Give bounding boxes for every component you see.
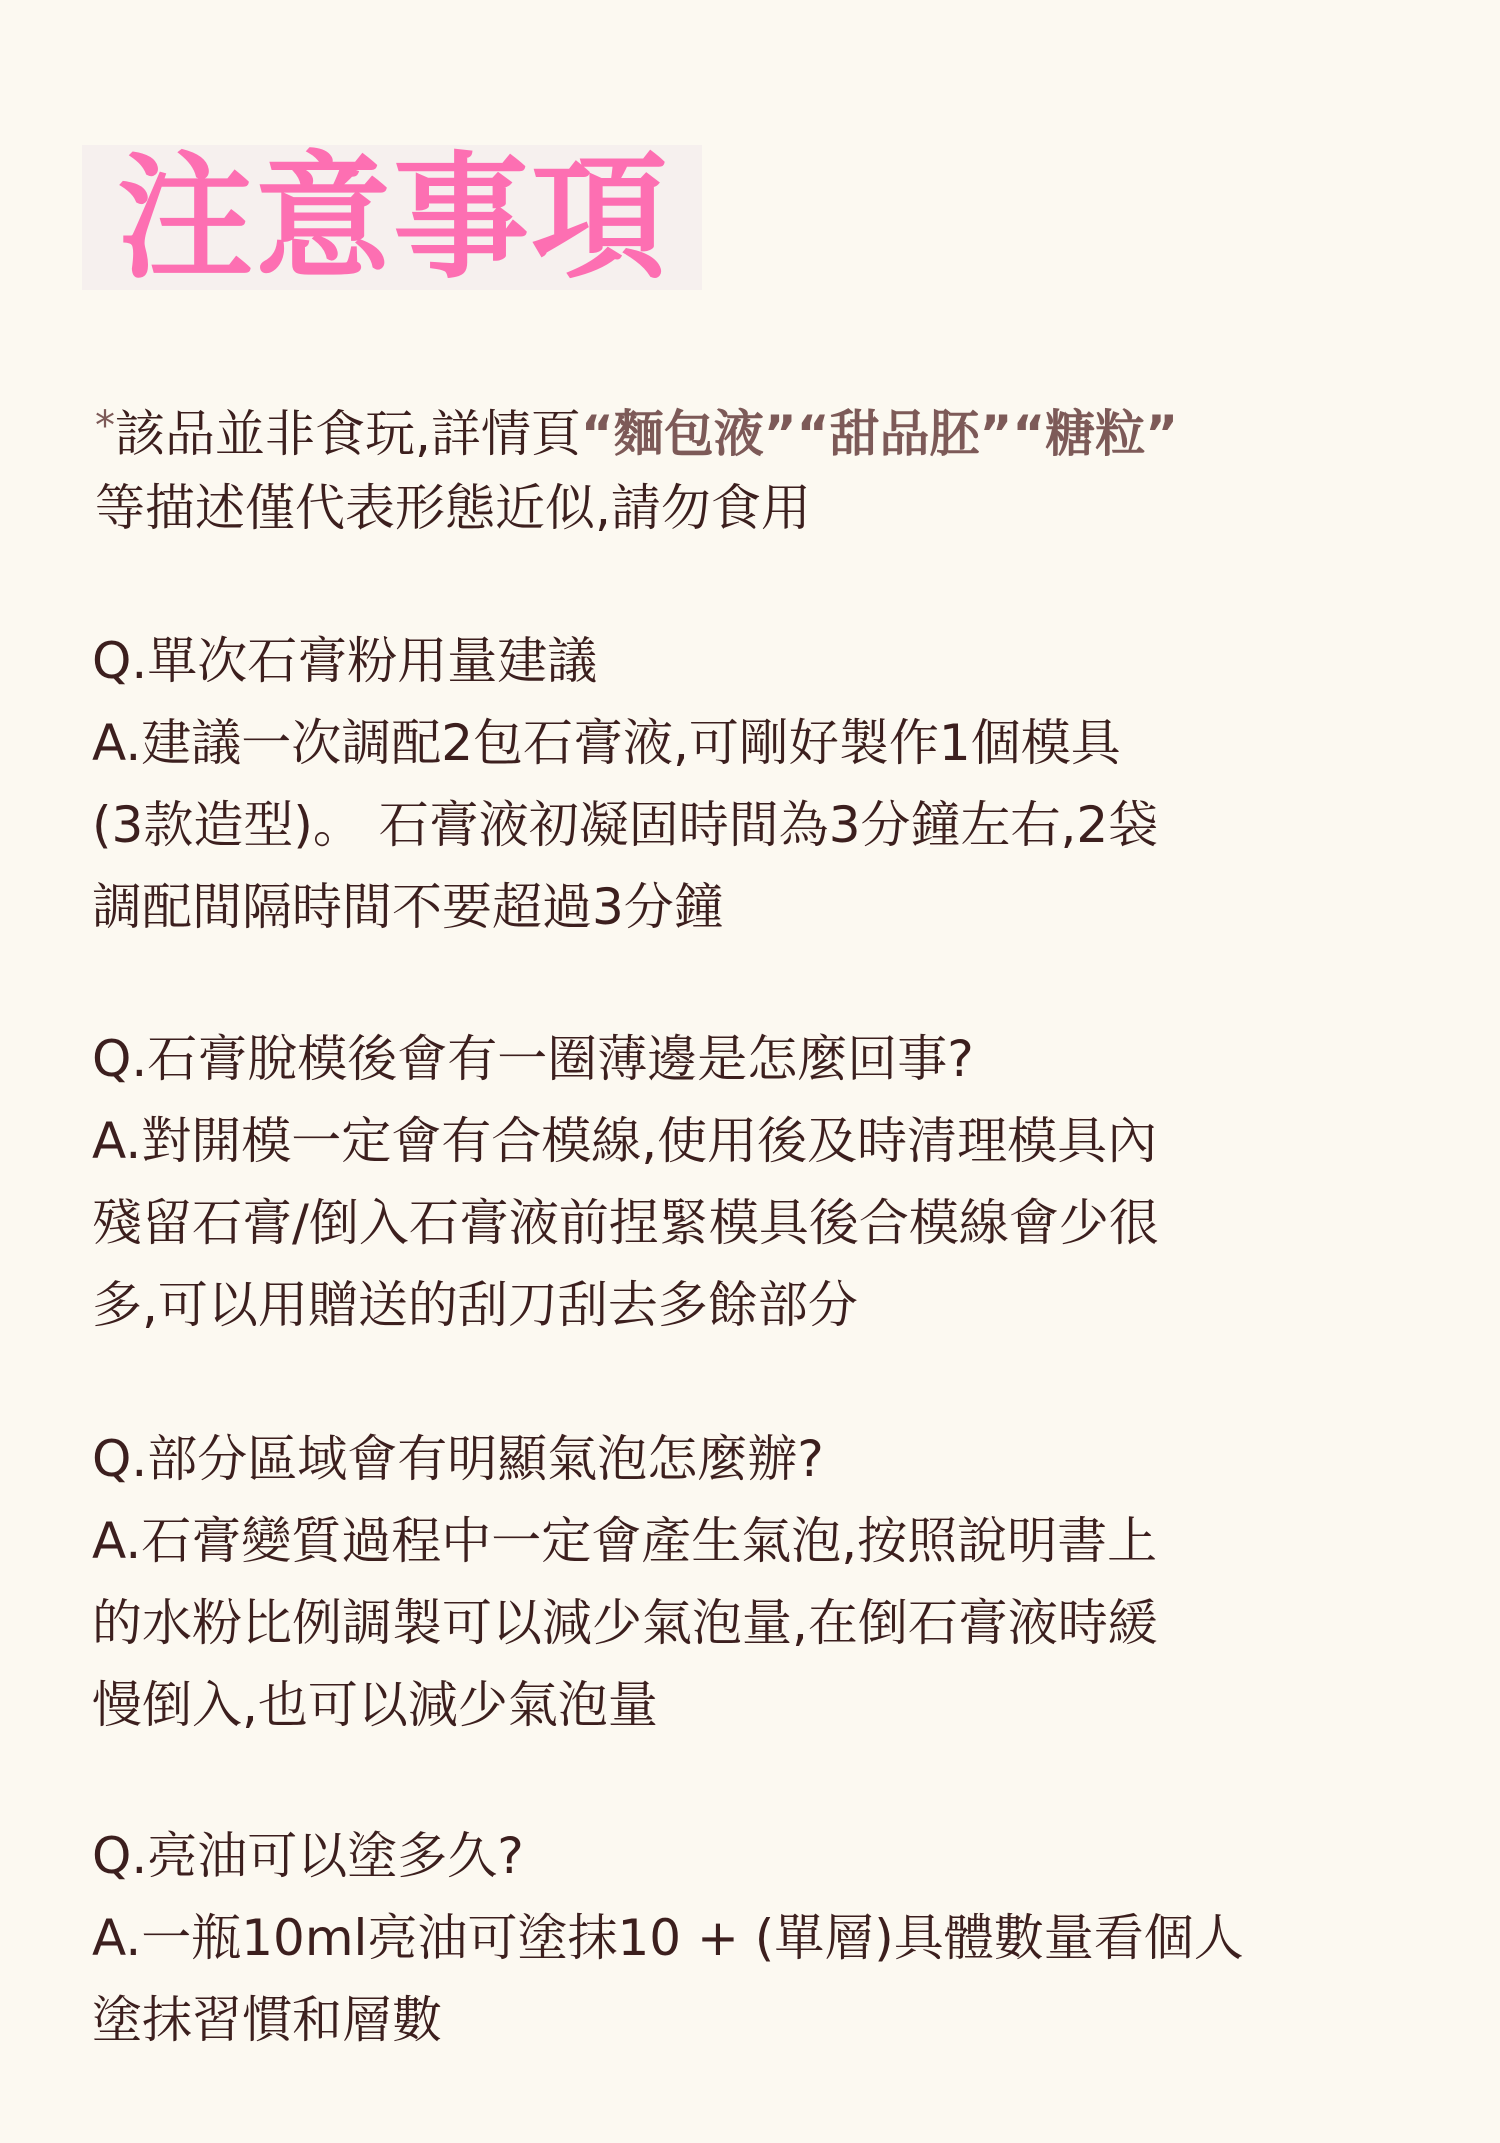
answer-line: 塗抹習慣和層數: [92, 1991, 442, 2049]
quoted-term-sugar-grains: “糖粒”: [1012, 405, 1179, 463]
answer-line: A.一瓶10ml亮油可塗抹10 + (單層)具體數量看個人: [92, 1909, 1244, 1967]
answer-line: 殘留石膏/倒入石膏液前捏緊模具後合模線會少很: [92, 1194, 1159, 1252]
qa-block-gloss-oil: [92, 1815, 1422, 2061]
question-line: Q.部分區域會有明顯氣泡怎麼辦?: [92, 1430, 824, 1488]
page-title: 注意事項: [117, 140, 669, 298]
notice-line-2: 等描述僅代表形態近似,請勿食用: [95, 479, 811, 537]
quoted-term-dessert-base: “甜品胚”: [796, 405, 1013, 463]
question-line: Q.單次石膏粉用量建議: [92, 632, 598, 690]
qa-block-bubbles: [92, 1418, 1422, 1746]
answer-line: 多,可以用贈送的刮刀刮去多餘部分: [92, 1276, 858, 1334]
answer-line: 慢倒入,也可以減少氣泡量: [92, 1676, 658, 1734]
asterisk-mark: *: [95, 403, 115, 449]
qa-block-thin-edge: [92, 1018, 1422, 1346]
notice-line-1: [95, 385, 1415, 467]
not-food-notice: [95, 385, 1415, 549]
quoted-term-bread-liquid: “麵包液”: [580, 405, 797, 463]
notice-text: 該品並非食玩,詳情頁: [115, 405, 581, 463]
qa-block-plaster-amount: [92, 620, 1422, 948]
title-banner: [82, 140, 702, 298]
question-line: Q.石膏脫模後會有一圈薄邊是怎麼回事?: [92, 1030, 974, 1088]
question-line: Q.亮油可以塗多久?: [92, 1827, 524, 1885]
answer-line: 調配間隔時間不要超過3分鐘: [92, 878, 724, 936]
answer-line: (3款造型)。 石膏液初凝固時間為3分鐘左右,2袋: [92, 796, 1159, 854]
answer-line: A.建議一次調配2包石膏液,可剛好製作1個模具: [92, 714, 1121, 772]
answer-line: A.石膏變質過程中一定會產生氣泡,按照說明書上: [92, 1512, 1158, 1570]
answer-line: 的水粉比例調製可以減少氣泡量,在倒石膏液時緩: [92, 1594, 1158, 1652]
answer-line: A.對開模一定會有合模線,使用後及時清理模具內: [92, 1112, 1158, 1170]
